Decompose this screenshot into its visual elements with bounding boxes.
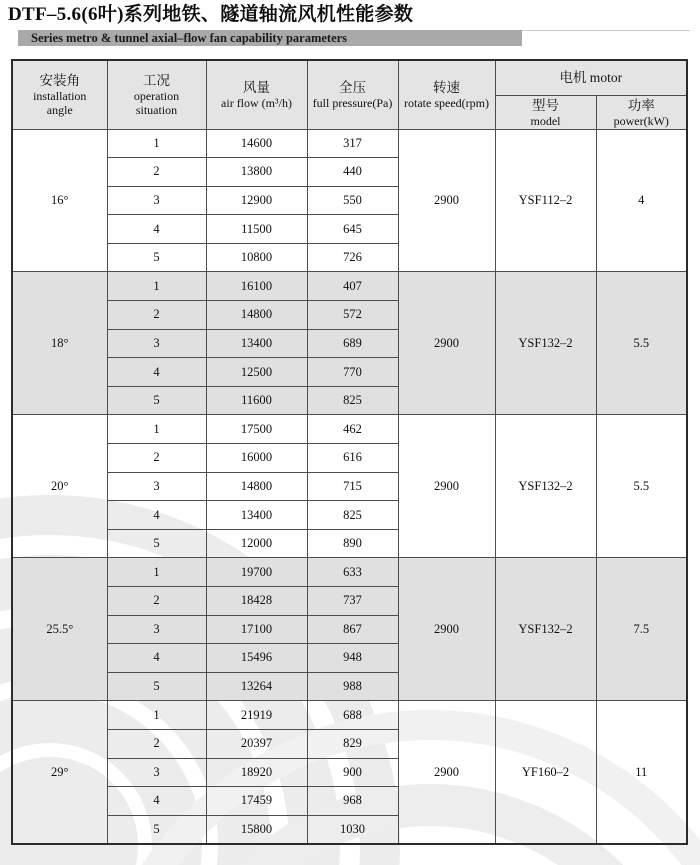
table-row [12, 272, 687, 301]
col-header-airflow [206, 60, 307, 129]
situation-cell: 4 [107, 501, 206, 530]
airflow-cell: 15496 [206, 644, 307, 673]
airflow-cell: 17500 [206, 415, 307, 444]
situation-cell: 1 [107, 558, 206, 587]
table-row [12, 415, 687, 444]
airflow-cell: 16000 [206, 444, 307, 473]
airflow-cell: 20397 [206, 729, 307, 758]
col-header-pressure [307, 60, 398, 129]
pressure-cell: 890 [307, 529, 398, 558]
situation-cell: 5 [107, 386, 206, 415]
angle-cell: 20° [12, 415, 107, 558]
page-title: DTF–5.6(6叶)系列地铁、隧道轴流风机性能参数 [8, 4, 414, 25]
model-cell: YF160–2 [495, 701, 596, 844]
col-header-power-zh: 功率 [627, 97, 655, 113]
col-header-motor [495, 60, 687, 95]
airflow-cell: 19700 [206, 558, 307, 587]
subtitle-row [0, 28, 700, 46]
table-row [12, 129, 687, 158]
pressure-cell: 550 [307, 186, 398, 215]
airflow-cell: 14800 [206, 301, 307, 330]
situation-cell: 1 [107, 129, 206, 158]
col-header-motor-label: 电机 motor [559, 70, 623, 86]
angle-cell: 16° [12, 129, 107, 272]
speed-cell: 2900 [398, 415, 495, 558]
col-header-pressure-zh: 全压 [339, 80, 366, 96]
pressure-cell: 633 [307, 558, 398, 587]
situation-cell: 4 [107, 358, 206, 387]
pressure-cell: 829 [307, 729, 398, 758]
model-cell: YSF112–2 [495, 129, 596, 272]
power-cell: 4 [596, 129, 687, 272]
airflow-cell: 14800 [206, 472, 307, 501]
table-header [12, 60, 687, 129]
speed-cell: 2900 [398, 558, 495, 701]
pressure-cell: 948 [307, 644, 398, 673]
airflow-cell: 12000 [206, 529, 307, 558]
power-cell: 5.5 [596, 415, 687, 558]
situation-cell: 4 [107, 644, 206, 673]
table-row [12, 701, 687, 730]
pressure-cell: 462 [307, 415, 398, 444]
airflow-cell: 13800 [206, 158, 307, 187]
situation-cell: 1 [107, 272, 206, 301]
col-header-power-en1: power(kW) [613, 113, 669, 128]
pressure-cell: 440 [307, 158, 398, 187]
angle-cell: 18° [12, 272, 107, 415]
col-header-model-en1: model [530, 113, 561, 128]
airflow-cell: 10800 [206, 243, 307, 272]
subtitle-bar: Series metro & tunnel axial–flow fan capability parameters [18, 30, 522, 46]
airflow-cell: 14600 [206, 129, 307, 158]
angle-cell: 29° [12, 701, 107, 844]
model-cell: YSF132–2 [495, 415, 596, 558]
model-cell: YSF132–2 [495, 272, 596, 415]
pressure-cell: 645 [307, 215, 398, 244]
col-header-pressure-en1: full pressure(Pa) [312, 96, 393, 111]
situation-cell: 3 [107, 615, 206, 644]
airflow-cell: 12500 [206, 358, 307, 387]
pressure-cell: 726 [307, 243, 398, 272]
pressure-cell: 317 [307, 129, 398, 158]
situation-cell: 5 [107, 529, 206, 558]
situation-cell: 4 [107, 787, 206, 816]
pressure-cell: 737 [307, 587, 398, 616]
subtitle-rule [520, 30, 690, 31]
pressure-cell: 900 [307, 758, 398, 787]
col-header-model [495, 95, 596, 129]
col-header-model-zh: 型号 [532, 97, 559, 113]
airflow-cell: 12900 [206, 186, 307, 215]
pressure-cell: 825 [307, 386, 398, 415]
pressure-cell: 867 [307, 615, 398, 644]
power-cell: 11 [596, 701, 687, 844]
situation-cell: 4 [107, 215, 206, 244]
airflow-cell: 11600 [206, 386, 307, 415]
col-header-angle [12, 60, 107, 129]
power-cell: 7.5 [596, 558, 687, 701]
airflow-cell: 18920 [206, 758, 307, 787]
situation-cell: 1 [107, 415, 206, 444]
airflow-cell: 16100 [206, 272, 307, 301]
pressure-cell: 825 [307, 501, 398, 530]
pressure-cell: 407 [307, 272, 398, 301]
situation-cell: 5 [107, 672, 206, 701]
situation-cell: 1 [107, 701, 206, 730]
airflow-cell: 21919 [206, 701, 307, 730]
situation-cell: 3 [107, 186, 206, 215]
airflow-cell: 15800 [206, 815, 307, 844]
col-header-speed-zh: 转速 [433, 80, 460, 96]
col-header-situation-en2: situation [135, 103, 178, 118]
situation-cell: 3 [107, 329, 206, 358]
situation-cell: 5 [107, 243, 206, 272]
col-header-situation-zh: 工况 [143, 73, 170, 89]
col-header-situation-en1: operation [133, 89, 180, 104]
airflow-cell: 18428 [206, 587, 307, 616]
col-header-situation [107, 60, 206, 129]
situation-cell: 2 [107, 301, 206, 330]
situation-cell: 2 [107, 444, 206, 473]
col-header-angle-en2: angle [46, 103, 73, 118]
airflow-cell: 13264 [206, 672, 307, 701]
situation-cell: 3 [107, 758, 206, 787]
airflow-cell: 17100 [206, 615, 307, 644]
pressure-cell: 770 [307, 358, 398, 387]
situation-cell: 5 [107, 815, 206, 844]
pressure-cell: 616 [307, 444, 398, 473]
angle-cell: 25.5° [12, 558, 107, 701]
airflow-cell: 13400 [206, 329, 307, 358]
pressure-cell: 715 [307, 472, 398, 501]
speed-cell: 2900 [398, 701, 495, 844]
table-body [12, 129, 687, 844]
airflow-cell: 11500 [206, 215, 307, 244]
power-cell: 5.5 [596, 272, 687, 415]
pressure-cell: 988 [307, 672, 398, 701]
model-cell: YSF132–2 [495, 558, 596, 701]
pressure-cell: 688 [307, 701, 398, 730]
col-header-airflow-zh: 风量 [243, 80, 270, 96]
situation-cell: 3 [107, 472, 206, 501]
pressure-cell: 1030 [307, 815, 398, 844]
speed-cell: 2900 [398, 272, 495, 415]
col-header-angle-zh: 安装角 [39, 73, 80, 89]
col-header-speed [398, 60, 495, 129]
airflow-cell: 13400 [206, 501, 307, 530]
pressure-cell: 572 [307, 301, 398, 330]
situation-cell: 2 [107, 729, 206, 758]
col-header-angle-en1: installation [33, 89, 87, 104]
airflow-cell: 17459 [206, 787, 307, 816]
col-header-power [596, 95, 687, 129]
pressure-cell: 968 [307, 787, 398, 816]
speed-cell: 2900 [398, 129, 495, 272]
parameters-table [11, 59, 688, 845]
pressure-cell: 689 [307, 329, 398, 358]
situation-cell: 2 [107, 158, 206, 187]
col-header-airflow-en1: air flow (m³/h) [221, 96, 292, 111]
table-row [12, 558, 687, 587]
situation-cell: 2 [107, 587, 206, 616]
col-header-speed-en1: rotate speed(rpm) [404, 96, 489, 111]
